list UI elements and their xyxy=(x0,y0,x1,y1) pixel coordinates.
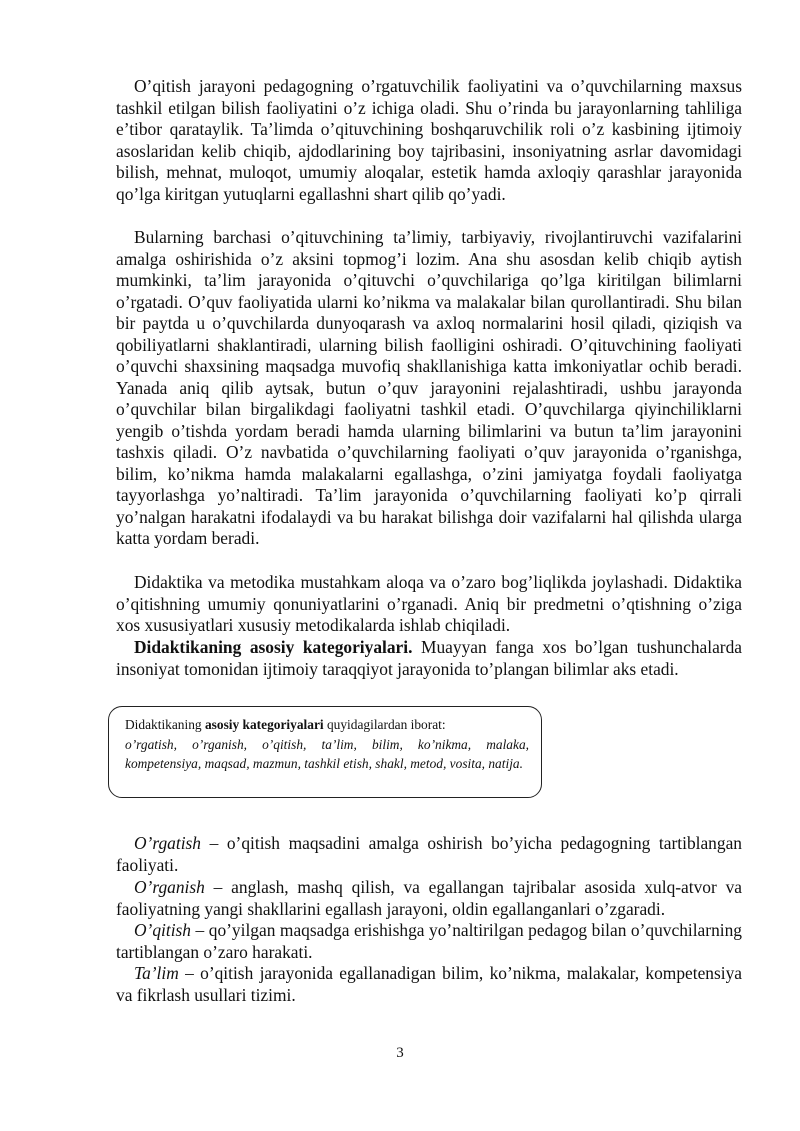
paragraph-teacher-role xyxy=(116,227,742,550)
callout-intro: Didaktikaning xyxy=(125,717,205,732)
definition-organish xyxy=(116,877,742,920)
definition-term: Ta’lim xyxy=(134,963,179,983)
paragraph-categories-intro xyxy=(116,637,742,680)
definition-talim xyxy=(116,963,742,1006)
definition-term: O’qitish xyxy=(134,920,192,940)
paragraph-text: O’qitish jarayoni pedagogning o’rgatuvchilik faoliyatini va o’quvchilarning maxsus tashkil etilgan bilish faoliyatini o’z ichiga oladi. Shu o’rinda bu jarayonlarning tahliliga e’tibor qarataylik. Ta’limda o’qituvchining boshqaruvchilik roli o’z kasbining ijtimoiy asoslaridan kelib chiqib, ajdodlarining boy tajribasini, insoniyatning asrlar davomidagi bilish, mehnat, muloqot, umumiy aloqalar, estetik hamda axloqiy qarashlar jarayonida qo’lga kiritgan yutuqlarni egallashni shart qilib qo’yadi. xyxy=(116,76,742,204)
definition-term: O’rgatish xyxy=(134,833,201,853)
paragraph-text: Didaktika va metodika mustahkam aloqa va o’zaro bog’liqlikda joylashadi. Didaktika o’qitishning umumiy qonuniyatlarini o’rganadi. Aniq bir predmetni o’qtishning o’ziga xos xususiyatlari xususiy metodikalarda ishlab chiqiladi. xyxy=(116,572,742,635)
callout-after: quyidagilardan iborat: xyxy=(323,717,446,732)
definition-orgatish xyxy=(116,833,742,876)
definition-text: – o’qitish jarayonida egallanadigan bilim, ko’nikma, malakalar, kompetensiya va fikrlash usullari tizimi. xyxy=(116,963,742,1005)
paragraph-text: Muayyan fanga xos bo’lgan tushunchalarda insoniyat tomonidan ijtimoiy taraqqiyot jarayonida to’plangan bilimlar aks etadi. xyxy=(116,637,742,679)
paragraph-text: Bularning barchasi o’qituvchining ta’limiy, tarbiyaviy, rivojlantiruvchi vazifalarini amalga oshirishida o’z aksini topmog’i lozim. Ana shu asosdan kelib chiqib aytish mumkinki, ta’lim jarayonida o’qituvchi o’quvchilariga qo’lga kiritilgan bilimlarni o’rgatadi. O’quv faoliyatida ularni ko’nikma va malakalar bilan qurollantiradi. Shu bilan bir paytda u o’quvchilarda dunyoqarash va axloq normalarini hosil qiladi, qiziqish va qobiliyatlarni shaklantiradi, ularning bilish faolligini oshiradi. O’qituvchining faoliyati o’quvchi shaxsining maqsadga muvofiq shakllanishiga katta imkoniyatlar ochib beradi. Yanada aniq qilib aytsak, butun o’quv jarayonini rejalashtiradi, ushbu jarayonda o’quvchilar bilan birgalikdagi faoliyatni tashkil etadi. O’quvchilarga qiyinchiliklarni yengib o’tishda yordam beradi hamda ularning bilimlarini va butun ta’lim jarayonini tashxis qiladi. O’z navbatida o’quvchilarning faoliyati o’quv jarayonida o’rganishga, bilim, ko’nikma hamda malakalarni egallashga, o’zini jamiyatga foydali faoliyatga tayyorlashga yo’naltiradi. Ta’lim jarayonida o’quvchilarning faoliyati ko’p qirrali yo’nalgan harakatni ifodalaydi va bu harakat bilishga doir vazifalarni hal qilishda ularga katta yordam beradi. xyxy=(116,227,742,548)
callout-bold-term: asosiy kategoriyalari xyxy=(204,717,324,732)
definition-term: O’rganish xyxy=(134,877,205,897)
definition-oqitish xyxy=(116,920,742,963)
page-number: 3 xyxy=(396,1045,404,1061)
callout-categories-list: o’rgatish, o’rganish, o’qitish, ta’lim, bilim, ko’nikma, malaka, kompetensiya, maqsad, mazmun, tashkil etish, shakl, metod, vosita, natija. xyxy=(125,736,529,771)
definition-text: – qo’yilgan maqsadga erishishga yo’naltirilgan pedagog bilan o’quvchilarning tartiblangan o’zaro harakati. xyxy=(116,920,742,962)
definition-text: – o’qitish maqsadini amalga oshirish bo’yicha pedagogning tartiblangan faoliyati. xyxy=(116,833,742,875)
section-heading: Didaktikaning asosiy kategoriyalari. xyxy=(134,637,413,657)
definition-text: – anglash, mashq qilish, va egallangan tajribalar asosida xulq-atvor va faoliyatning yangi shakllarini egallash jarayoni, oldin egallanganlari o’zgaradi. xyxy=(116,877,742,919)
paragraph-teaching-process xyxy=(116,76,742,205)
categories-callout-box xyxy=(108,706,542,798)
paragraph-didactics-methodology xyxy=(116,572,742,637)
